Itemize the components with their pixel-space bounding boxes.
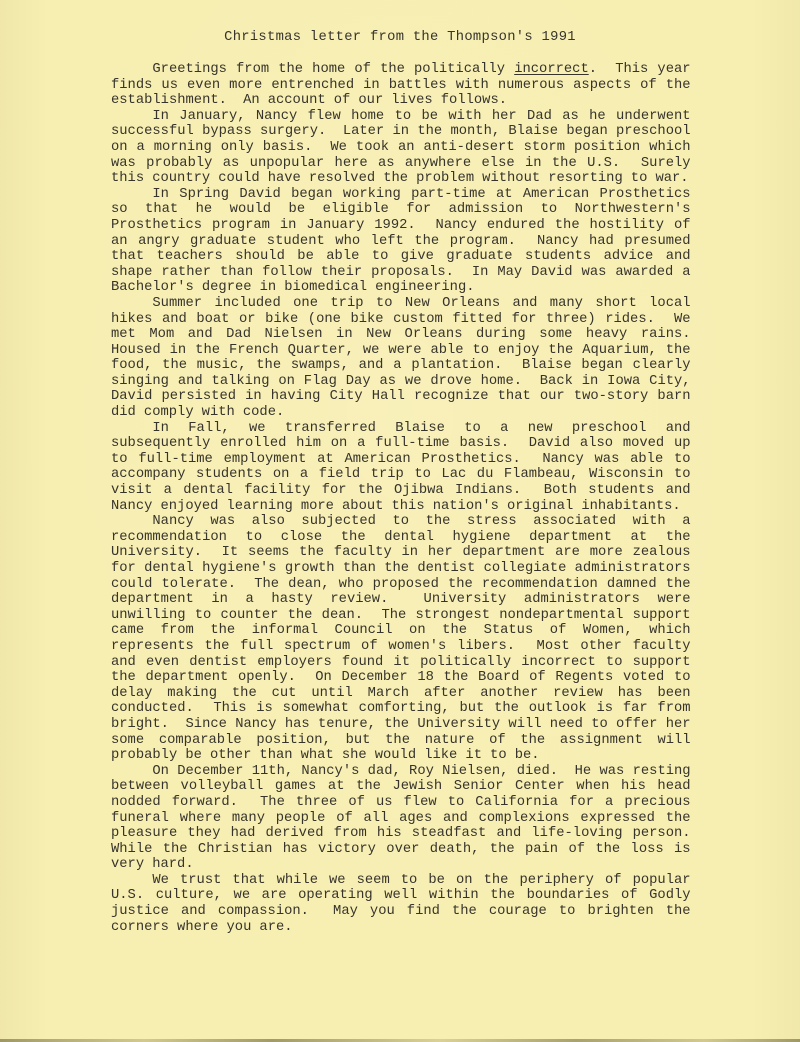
- paragraph-text: . This year finds us even more entrenched in battles with numerous aspects of the establishment. An account of our lives follows.: [111, 62, 699, 109]
- underlined-word: incorrect: [514, 62, 589, 77]
- letter-paragraph-spring: In Spring David began working part-time at American Prosthetics so that he would be eligible for admission to Northwestern's Prosthetics program in January 1992. Nancy endured the hostility of an angry graduate student who left the program. Nancy had presumed that teachers should be able to give graduate students advice and shape rather than follow their proposals. In May David was awarded a Bachelor's degree in biomedical engineering.: [111, 186, 699, 296]
- letter-paragraph-greetings: [111, 62, 699, 109]
- letter-paragraph-closing: We trust that while we seem to be on the periphery of popular U.S. culture, we are operating well within the boundaries of Godly justice and compassion. May you find the courage to brighten the corners where you are.: [111, 872, 699, 935]
- paragraph-text: Greetings from the home of the politically: [152, 62, 515, 77]
- letter-paragraph-january: In January, Nancy flew home to be with her Dad as he underwent successful bypass surgery. Later in the month, Blaise began preschool on a morning only basis. We took an anti-desert storm position which was probably as unpopular here as anywhere else in the U.S. Surely this country could have resolved the problem without resorting to war.: [111, 108, 699, 187]
- letter-title: Christmas letter from the Thompson's 1991: [224, 30, 576, 45]
- letter-body: [111, 62, 707, 935]
- letter-paragraph-summer: Summer included one trip to New Orleans and many short local hikes and boat or bike (one bike custom fitted for three) rides. We met Mom and Dad Nielsen in New Orleans during some heavy rains. Housed in the French Quarter, we were able to enjoy the Aquarium, the food, the music, the swamps, and a plantation. Blaise began clearly singing and talking on Flag Day as we drove home. Back in Iowa City, David persisted in having City Hall recognize that our two-story barn did comply with code.: [111, 295, 707, 421]
- letter-paragraph-university: Nancy was also subjected to the stress associated with a recommendation to close the dental hygiene department at the University. It seems the faculty in her department are more zealous for dental hygiene's growth than the dentist collegiate administrators could tolerate. The dean, who proposed the recommendation damned the department in a hasty review. University administrators were unwilling to counter the dean. The strongest nondepartmental support came from the informal Council on the Status of Women, which represents the full spectrum of women's libers. Most other faculty and even dentist employers found it politically incorrect to support the department openly. On December 18 the Board of Regents voted to delay making the cut until March after another review has been conducted. This is somewhat comforting, but the outlook is far from bright. Since Nancy has tenure, the University will need to offer her some comparable position, but the nature of the assignment will probably be other than what she would like it to be.: [111, 514, 699, 764]
- letter-paragraph-december: On December 11th, Nancy's dad, Roy Nielsen, died. He was resting between volleyball games at the Jewish Senior Center when his head nodded forward. The three of us flew to California for a precious funeral where many people of all ages and complexions expressed the pleasure they had derived from his steadfast and life-loving person. While the Christian has victory over death, the pain of the loss is very hard.: [111, 763, 707, 873]
- letter-paragraph-fall: In Fall, we transferred Blaise to a new preschool and subsequently enrolled him on a full-time basis. David also moved up to full-time employment at American Prosthetics. Nancy was able to accompany students on a field trip to Lac du Flambeau, Wisconsin to visit a dental facility for the Ojibwa Indians. Both students and Nancy enjoyed learning more about this nation's original inhabitants.: [111, 420, 699, 514]
